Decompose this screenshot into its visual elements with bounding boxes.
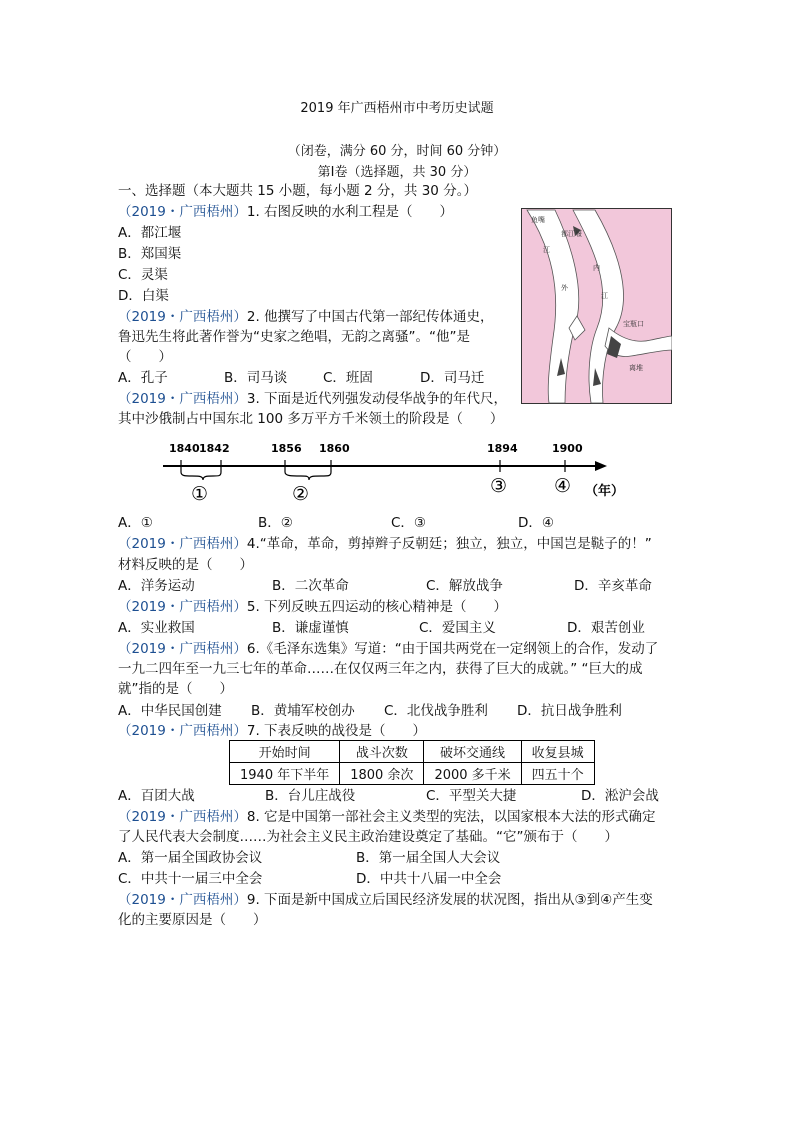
q9-stem-1: （2019・广西梧州）9. 下面是新中国成立后国民经济发展的状况图，指出从③到④产生变 [118, 892, 653, 908]
year-1900: 1900 [552, 442, 583, 455]
table-cell: 1800 余次 [340, 763, 424, 785]
q5-option-c: C．爱国主义 [419, 620, 496, 636]
mark-1: ① [191, 483, 209, 505]
exam-note: （闭卷，满分 60 分，时间 60 分钟） [287, 144, 507, 159]
q8-option-d: D．中共十八届一中全会 [356, 871, 502, 887]
q6-option-c: C．北伐战争胜利 [384, 703, 488, 719]
q1-option-a: A．都江堰 [118, 225, 182, 241]
year-1840: 1840 [169, 442, 200, 455]
q1-option-c: C．灵渠 [118, 267, 168, 283]
q4-source: （2019・广西梧州） [118, 536, 247, 552]
q2-option-c: C．班固 [323, 370, 373, 386]
q7-option-d: D．淞沪会战 [581, 788, 659, 804]
table-header: 破坏交通线 [424, 741, 521, 763]
q3-option-b: B．② [258, 515, 293, 531]
map-label-nei: 内 [593, 264, 600, 272]
q7-option-c: C．平型关大捷 [426, 788, 517, 804]
q1-source: （2019・广西梧州） [118, 204, 247, 220]
year-1856: 1856 [271, 442, 302, 455]
section-heading: 一、选择题（本大题共 15 小题，每小题 2 分，共 30 分。） [118, 183, 477, 199]
q1-option-d: D．白渠 [118, 288, 169, 304]
q4-option-c: C．解放战争 [426, 578, 503, 594]
q4-stem-1: （2019・广西梧州）4.“革命，革命，剪掉辫子反朝廷；独立，独立，中国岂是鞑子的！” [118, 536, 652, 552]
q2-source: （2019・广西梧州） [118, 309, 247, 325]
map-label-river-2: 江 [601, 292, 608, 300]
table-cell: 2000 多千米 [424, 763, 521, 785]
q6-option-b: B．黄埔军校创办 [251, 703, 355, 719]
q5-stem: （2019・广西梧州）5. 下列反映五四运动的核心精神是（ ） [118, 599, 508, 615]
q6-option-a: A．中华民国创建 [118, 703, 222, 719]
map-label-baopingkou: 宝瓶口 [623, 320, 644, 328]
q6-source: （2019・广西梧州） [118, 641, 247, 657]
paper-title: 2019 年广西梧州市中考历史试题 [300, 101, 494, 116]
q6-stem-1: （2019・广西梧州）6.《毛泽东选集》写道：“由于国共两党在一定纲领上的合作，发动了 [118, 641, 659, 657]
q6-stem-3: 就”指的是（ ） [118, 681, 233, 697]
table-header: 开始时间 [230, 741, 340, 763]
q6-option-d: D．抗日战争胜利 [517, 703, 622, 719]
q7-option-a: A．百团大战 [118, 788, 195, 804]
q8-option-b: B．第一届全国人大会议 [356, 850, 501, 866]
q2-stem-3: （ ） [118, 349, 172, 365]
year-1894: 1894 [487, 442, 518, 455]
q3-option-d: D．④ [518, 515, 554, 531]
q3-stem-2: 其中沙俄制占中国东北 100 多万平方千米领土的阶段是（ ） [118, 411, 504, 427]
q9-source: （2019・广西梧州） [118, 892, 247, 908]
q2-option-d: D．司马迁 [420, 370, 485, 386]
bracket-2 [285, 460, 331, 480]
table-header: 收复县城 [521, 741, 594, 763]
q5-option-b: B．谦虚谨慎 [272, 620, 349, 636]
year-1842: 1842 [199, 442, 230, 455]
dujiangyan-map [521, 208, 672, 404]
q2-option-b: B．司马谈 [224, 370, 288, 386]
mark-3: ③ [490, 475, 508, 497]
q3-stem-1: （2019・广西梧州）3. 下面是近代列强发动侵华战争的年代尺， [118, 391, 508, 407]
war-timeline [155, 438, 635, 508]
part-title: 第Ⅰ卷（选择题，共 30 分） [317, 165, 477, 180]
table-cell: 四五十个 [521, 763, 594, 785]
q5-source: （2019・广西梧州） [118, 599, 247, 615]
q8-source: （2019・广西梧州） [118, 809, 247, 825]
mark-4: ④ [554, 475, 572, 497]
q8-stem-1: （2019・广西梧州）8. 它是中国第一部社会主义类型的宪法，以国家根本大法的形式确定 [118, 809, 656, 825]
q1-option-b: B．郑国渠 [118, 246, 182, 262]
q4-option-a: A．洋务运动 [118, 578, 195, 594]
q7-source: （2019・广西梧州） [118, 723, 247, 739]
q8-option-c: C．中共十一届三中全会 [118, 871, 263, 887]
table-cell: 1940 年下半年 [230, 763, 340, 785]
q2-option-a: A．孔子 [118, 370, 168, 386]
map-label-dujiangyan: 都江堰 [561, 230, 582, 238]
bracket-1 [181, 460, 221, 480]
map-label-river-1: 江 [543, 246, 550, 254]
q5-option-a: A．实业救国 [118, 620, 195, 636]
q6-stem-2: 一九二四年至一九三七年的革命……在仅仅两三年之内，获得了巨大的成就。” “巨大的成 [118, 661, 643, 677]
q4-option-b: B．二次革命 [272, 578, 349, 594]
table-row [230, 763, 595, 785]
q4-stem-2: 材料反映的是（ ） [118, 557, 253, 573]
q3-source: （2019・广西梧州） [118, 391, 247, 407]
q3-option-a: A．① [118, 515, 153, 531]
table-header-row [230, 741, 595, 763]
timeline-unit: （年） [585, 484, 625, 499]
q9-stem-2: 化的主要原因是（ ） [118, 912, 267, 928]
q7-stem: （2019・广西梧州）7. 下表反映的战役是（ ） [118, 723, 427, 739]
mark-2: ② [292, 483, 310, 505]
q8-option-a: A．第一届全国政协会议 [118, 850, 263, 866]
q5-option-d: D．艰苦创业 [567, 620, 645, 636]
map-label-lidui: 离堆 [629, 364, 643, 372]
q4-option-d: D．辛亥革命 [574, 578, 652, 594]
table-header: 战斗次数 [340, 741, 424, 763]
year-1860: 1860 [319, 442, 350, 455]
q1-stem: （2019・广西梧州）1. 右图反映的水利工程是（ ） [118, 204, 454, 220]
q2-stem-2: 鲁迅先生将此著作誉为“史家之绝唱，无韵之离骚”。“他”是 [118, 329, 470, 345]
timeline-arrow [595, 461, 607, 471]
map-label-wai: 外 [561, 284, 568, 292]
q3-option-c: C．③ [391, 515, 427, 531]
q2-stem-1: （2019・广西梧州）2. 他撰写了中国古代第一部纪传体通史， [118, 309, 494, 325]
map-label-yuzui: 鱼嘴 [531, 216, 545, 224]
q7-option-b: B．台儿庄战役 [265, 788, 356, 804]
q8-stem-2: 了人民代表大会制度……为社会主义民主政治建设奠定了基础。“它”颁布于（ ） [118, 829, 618, 845]
battle-table [229, 740, 595, 785]
